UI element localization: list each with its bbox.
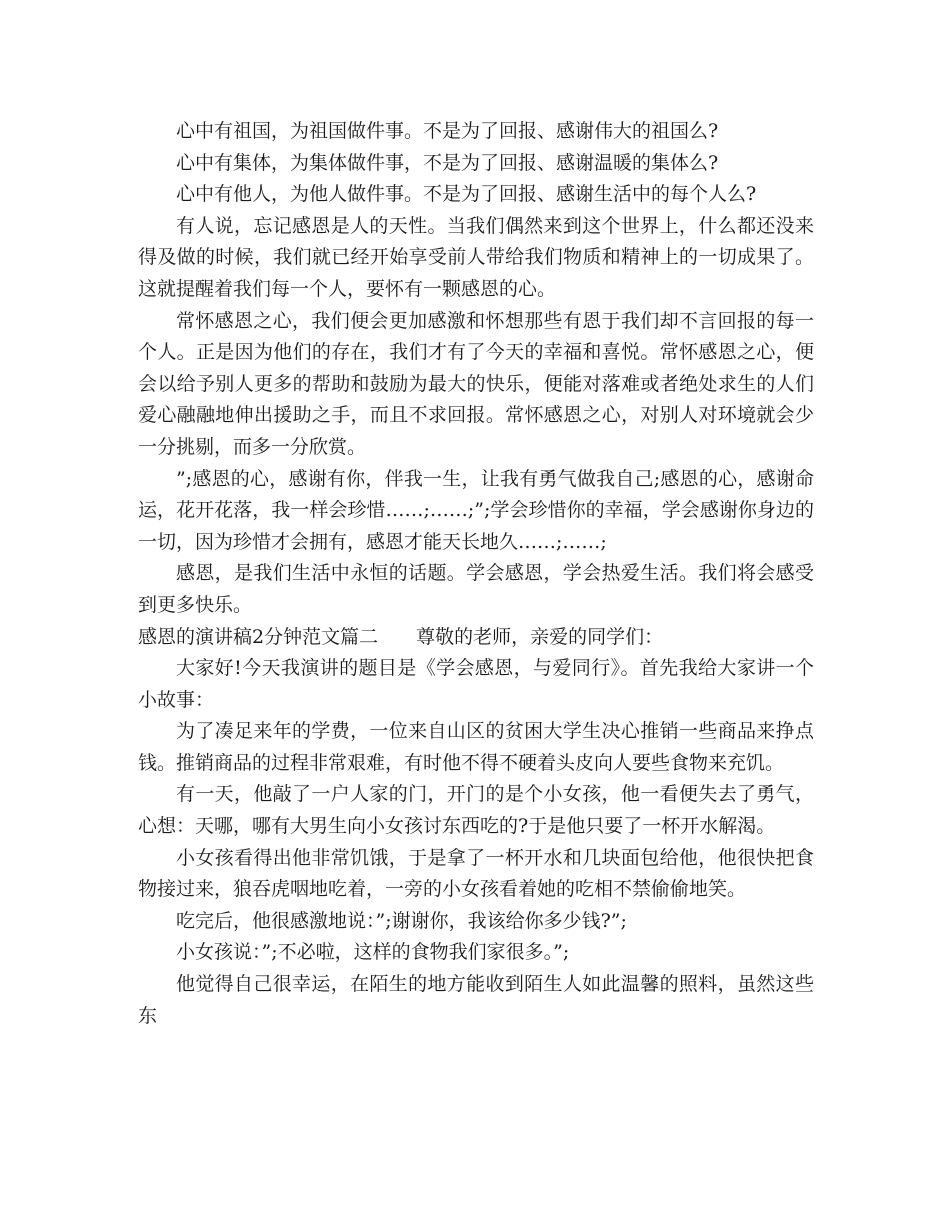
- paragraph: 心中有集体，为集体做件事，不是为了回报、感谢温暖的集体么?: [176, 151, 719, 174]
- paragraph: 常怀感恩之心，我们便会更加感激和怀想那些有恩于我们却不言回报的每一个人。正是因为他们的存在，我们才有了今天的幸福和喜悦。常怀感恩之心，便会以给予别人更多的帮助和鼓励为最大的快乐，便能对落难或者绝处求生的人们爱心融融地伸出援助之手，而且不求回报。常怀感恩之心，对别人对环境就会少一分挑剔，而多一分欣赏。: [138, 309, 814, 458]
- section-heading-line: [138, 622, 814, 654]
- paragraph: 心中有他人，为他人做件事。不是为了回报、感谢生活中的每个人么?: [176, 183, 757, 206]
- paragraph: 感恩，是我们生活中永恒的话题。学会感恩，学会热爱生活。我们将会感受到更多快乐。: [138, 562, 814, 616]
- paragraph: 大家好!今天我演讲的题目是《学会感恩，与爱同行》。首先我给大家讲一个小故事：: [138, 657, 814, 711]
- paragraph: ”;感恩的心，感谢有你，伴我一生，让我有勇气做我自己;感恩的心，感谢命运，花开花落，我一样会珍惜……;……;”;学会珍惜你的幸福，学会感谢你身边的一切，因为珍惜才会拥有，感恩才能天长地久……;……;: [138, 467, 814, 553]
- paragraph: 心中有祖国，为祖国做件事。不是为了回报、感谢伟大的祖国么?: [176, 120, 719, 142]
- salutation: 尊敬的老师，亲爱的同学们：: [416, 625, 664, 648]
- paragraph: 小女孩说：”;不必啦，这样的食物我们家很多。”;: [176, 941, 570, 964]
- paragraph: 小女孩看得出他非常饥饿，于是拿了一杯开水和几块面包给他，他很快把食物接过来，狼吞虎咽地吃着，一旁的小女孩看着她的吃相不禁偷偷地笑。: [138, 846, 814, 901]
- document-body: [138, 116, 814, 1032]
- paragraph: 有人说，忘记感恩是人的天性。当我们偶然来到这个世界上，什么都还没来得及做的时候，我们就已经开始享受前人带给我们物质和精神上的一切成果了。这就提醒着我们每一个人，要怀有一颗感恩的心。: [138, 214, 814, 300]
- paragraph: 他觉得自己很幸运，在陌生的地方能收到陌生人如此温馨的照料，虽然这些东: [138, 973, 814, 1027]
- section-heading: 感恩的演讲稿2分钟范文篇二: [138, 625, 379, 648]
- paragraph: 有一天，他敲了一户人家的门，开门的是个小女孩，他一看便失去了勇气，心想：天哪，哪有大男生向小女孩讨东西吃的?于是他只要了一杯开水解渴。: [138, 783, 814, 838]
- paragraph: 吃完后，他很感激地说：”;谢谢你，我该给你多少钱?”;: [176, 909, 627, 932]
- paragraph: 为了凑足来年的学费，一位来自山区的贫困大学生决心推销一些商品来挣点钱。推销商品的过程非常艰难，有时他不得不硬着头皮向人要些食物来充饥。: [138, 720, 814, 774]
